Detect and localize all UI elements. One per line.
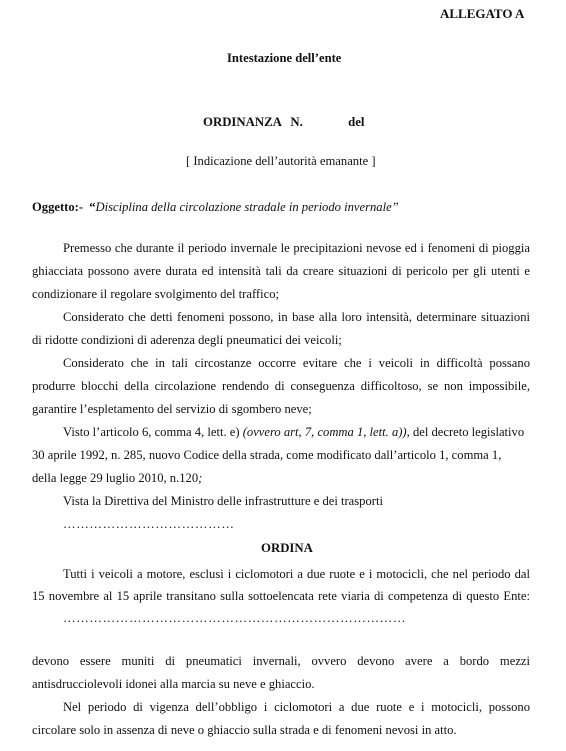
direttiva-line: Vista la Direttiva del Ministro delle infrastrutture e dei trasporti xyxy=(63,494,383,508)
visto-text: Visto l’articolo 6, comma 4, lett. e) xyxy=(63,425,240,439)
visto-semicolon: ; xyxy=(198,471,203,485)
considerato-line: Considerato che detti fenomeni possono, in base alla loro intensità, determinare situazioni xyxy=(63,310,530,324)
ordina-line: Tutti i veicoli a motore, esclusi i ciclomotori a due ruote e i motocicli, che nel periodo dal xyxy=(63,567,530,581)
oggetto-close-quote: ” xyxy=(391,200,399,214)
oggetto-line xyxy=(32,200,399,215)
premessa-line: Premesso che durante il periodo invernale le precipitazioni nevose ed i fenomeni di pioggia xyxy=(63,241,530,255)
autorita-emanante: [ Indicazione dell’autorità emanante ] xyxy=(186,154,376,168)
premessa-line: condizionare il regolare svolgimento del traffico; xyxy=(32,287,280,301)
considerato-line: di ridotte condizioni di aderenza degli pneumatici dei veicoli; xyxy=(32,333,342,347)
visto-line xyxy=(32,421,530,444)
visto-line xyxy=(32,467,530,490)
premessa-line: ghiacciata possono avere durata ed intensità tali da creare situazioni di pericolo per gli utenti e xyxy=(32,264,530,278)
ordinanza-date-label: del xyxy=(348,115,365,129)
considerato-line: garantire l’espletamento del servizio di sgombero neve; xyxy=(32,402,312,416)
ordinanza-title xyxy=(203,115,364,130)
ordina-heading: ORDINA xyxy=(261,541,313,555)
ordina-line: Nel periodo di vigenza dell’obbligo i ciclomotori a due ruote e i motocicli, possono xyxy=(63,700,530,714)
visto-legge: della legge 29 luglio 2010, n.120 xyxy=(32,471,199,485)
dotted-placeholder: ………………………………… xyxy=(63,517,235,531)
visto-alternative: (ovvero art, 7, comma 1, lett. a)) xyxy=(242,425,407,439)
ordina-line: devono essere muniti di pneumatici invernali, ovvero devono avere a bordo mezzi xyxy=(32,654,530,668)
considerato-line: Considerato che in tali circostanze occorre evitare che i veicoli in difficoltà possano xyxy=(63,356,530,370)
allegato-label: ALLEGATO A xyxy=(440,6,525,21)
oggetto-open-quote: “ xyxy=(89,200,96,214)
intestazione-ente: Intestazione dell’ente xyxy=(227,51,342,65)
ordina-line: antisdrucciolevoli idonei alla marcia su neve e ghiaccio. xyxy=(32,677,315,691)
ordina-line: circolare solo in assenza di neve o ghiaccio sulla strada e di fenomeni nevosi in atto. xyxy=(32,723,457,737)
ordina-line: 15 novembre al 15 aprile transitano sulla sottoelencata rete viaria di competenza di questo Ente: xyxy=(32,589,530,603)
considerato-line: produrre blocchi della circolazione rendendo di conseguenza difficoltoso, se non impossibile, xyxy=(32,379,530,393)
visto-text-end: , del decreto legislativo xyxy=(406,425,525,439)
dotted-placeholder: …………………………………………………………………… xyxy=(63,611,407,625)
oggetto-label: Oggetto:- xyxy=(32,200,84,214)
ordinanza-number-label: N. xyxy=(290,115,303,129)
oggetto-text: Disciplina della circolazione stradale in periodo invernale xyxy=(95,200,392,214)
ordinanza-label: ORDINANZA xyxy=(203,115,282,129)
visto-line: 30 aprile 1992, n. 285, nuovo Codice della strada, come modificato dall’articolo 1, comma 1, xyxy=(32,448,502,462)
